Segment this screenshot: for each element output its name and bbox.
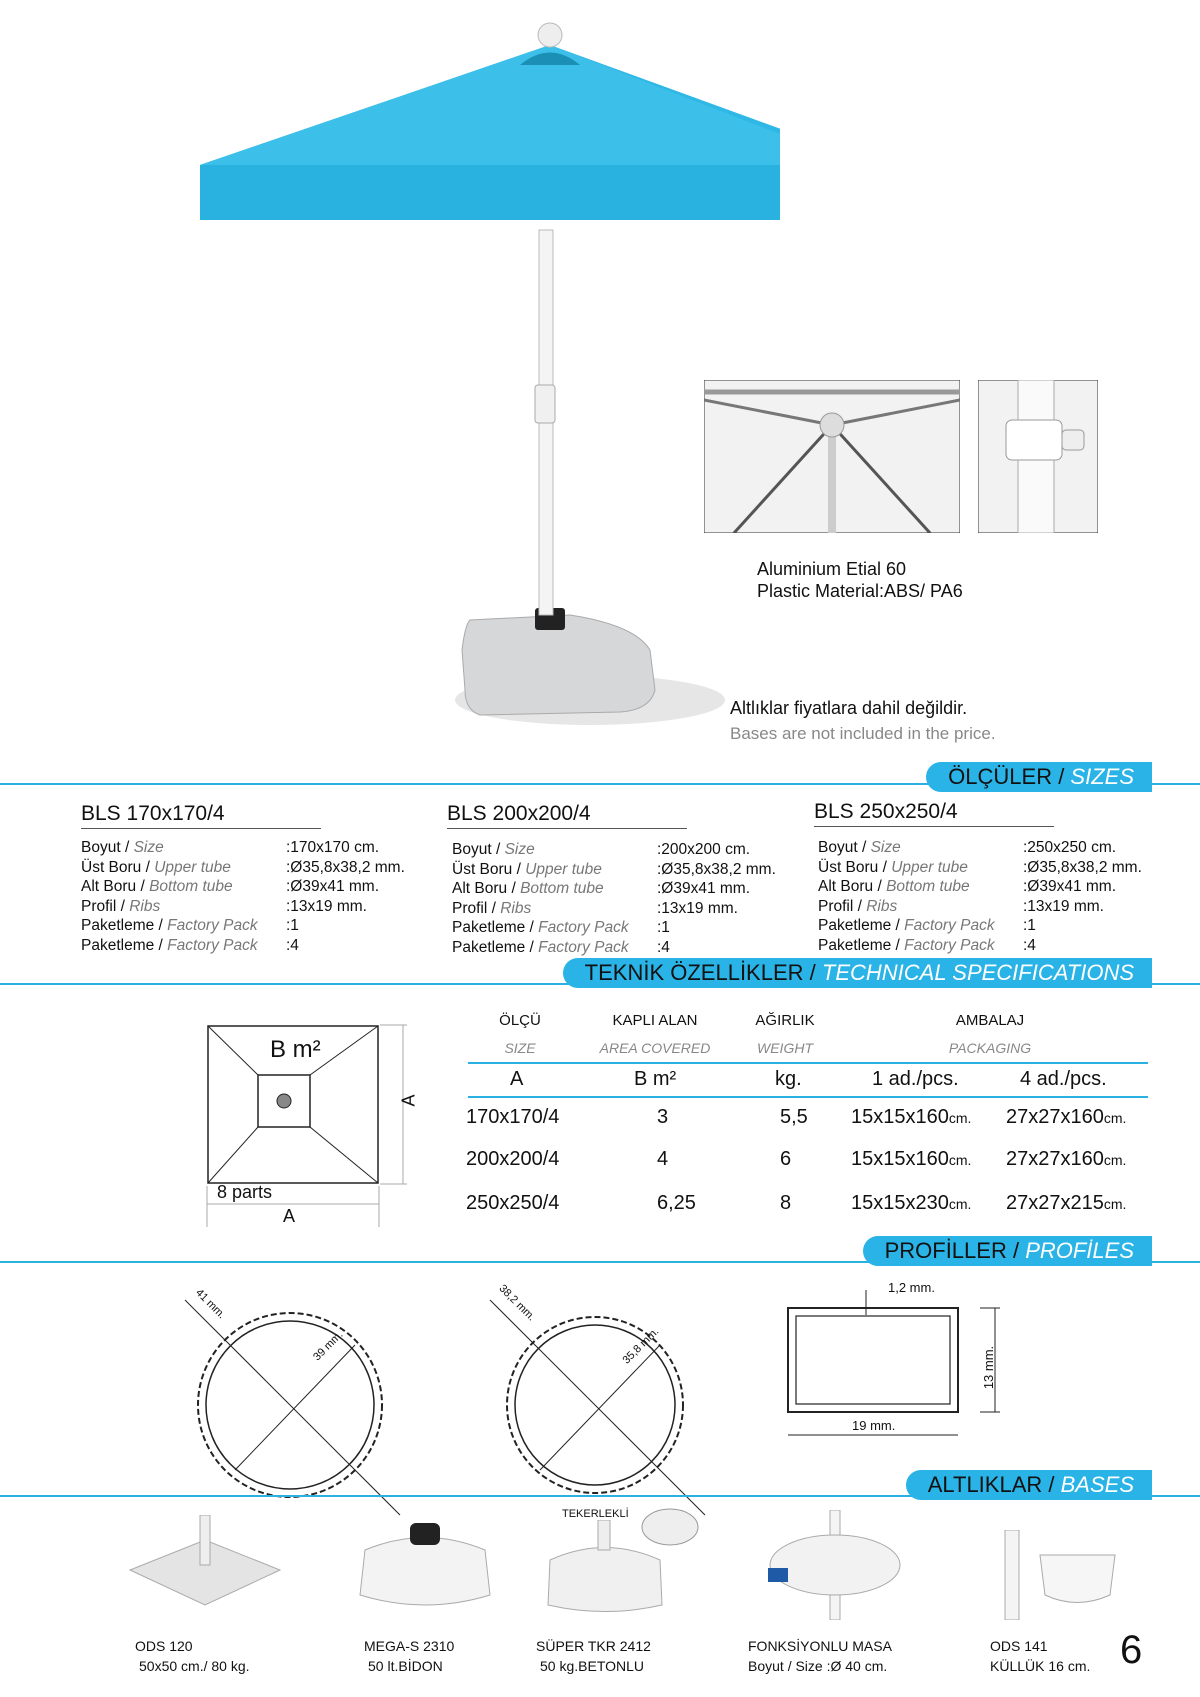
table-cell: 5,5 [780, 1106, 808, 1128]
table-subheader-size: SIZE [504, 1040, 536, 1056]
bottom-tube-profile [480, 1282, 720, 1525]
table-cell: 200x200/4 [466, 1148, 560, 1170]
section-bases-header: ALTLIKLAR / BASES [906, 1470, 1152, 1500]
model-title-250: BLS 250x250/4 [814, 800, 1054, 827]
table-cell: 15x15x230cm. [851, 1192, 972, 1214]
table-header-packaging: AMBALAJ [955, 1012, 1025, 1029]
profile1-outer-label: 41 mm. [193, 1286, 228, 1322]
materials-line-1: Aluminium Etial 60 [757, 559, 907, 579]
bases-note-en: Bases are not included in the price. [730, 724, 996, 743]
rib-thickness-label: 1,2 mm. [888, 1280, 935, 1295]
base-image-ashtray [985, 1530, 1125, 1620]
table-header-area: KAPLI ALAN [612, 1012, 698, 1029]
base-super-caption: SÜPER TKR 2412 50 kg.BETONLU [536, 1638, 651, 1674]
base-ashtray-caption: ODS 141 KÜLLÜK 16 cm. [990, 1638, 1091, 1674]
clamp-detail-image [978, 380, 1098, 533]
rib-width-label: 19 mm. [852, 1418, 896, 1433]
profile1-inner-label: 39 mm. [311, 1328, 346, 1364]
base-table-caption: FONKSİYONLU MASA Boyut / Size :Ø 40 cm. [748, 1638, 892, 1674]
diagram-side-label-h: A [283, 1206, 296, 1226]
profile2-inner-label: 35,8 mm. [620, 1325, 662, 1367]
table-unit-weight: kg. [775, 1068, 802, 1090]
base-image-mega [350, 1515, 500, 1615]
umbrella-illustration [180, 10, 780, 780]
table-cell: 27x27x160cm. [1006, 1148, 1127, 1170]
table-cell: 27x27x215cm. [1006, 1192, 1127, 1214]
spec-list-250: Boyut / Size :250x250 cm. Üst Boru / Upper tube :Ø35,8x38,2 mm. Alt Boru / Bottom tube :Ø39x41 mm. Profil / Ribs :13x19 mm. Paketleme / Factory Pack :1 Paketleme / Factory Pack :4 [818, 839, 1142, 954]
page-number: 6 [1120, 1628, 1143, 1672]
base-image-wheeled [640, 1505, 700, 1550]
table-subheader-packaging: PACKAGING [948, 1040, 1032, 1056]
base-ods120-caption: ODS 120 50x50 cm./ 80 kg. [135, 1638, 250, 1674]
materials-line-2: Plastic Material:ABS/ PA6 [757, 581, 963, 601]
table-cell: 250x250/4 [466, 1192, 560, 1214]
frame-detail-image [704, 380, 960, 533]
diagram-side-label-v: A [398, 1094, 419, 1107]
section-profiles-header: PROFİLLER / PROFİLES [863, 1236, 1152, 1266]
base-mega-caption: MEGA-S 2310 50 lt.BİDON [364, 1638, 455, 1674]
wheeled-label: TEKERLEKLİ [562, 1508, 629, 1520]
diagram-parts-label: 8 parts [217, 1182, 273, 1202]
table-cell: 6 [780, 1148, 792, 1170]
bases-note-tr: Altlıklar fiyatlara dahil değildir. [730, 698, 968, 718]
diagram-area-label: B m² [270, 1036, 321, 1063]
spec-list-170: Boyut / Size :170x170 cm. Üst Boru / Upper tube :Ø35,8x38,2 mm. Alt Boru / Bottom tube :Ø39x41 mm. Profil / Ribs :13x19 mm. Paketleme / Factory Pack :1 Paketleme / Factory Pack :4 [81, 839, 405, 954]
table-cell: 15x15x160cm. [851, 1148, 972, 1170]
section-tech-header: TEKNİK ÖZELLİKLER / TECHNICAL SPECIFICATIONS [563, 958, 1152, 988]
section-sizes-header: ÖLÇÜLER / SIZES [926, 762, 1152, 792]
table-cell: 4 [657, 1148, 669, 1170]
rib-height-label: 13 mm. [981, 1345, 997, 1390]
table-unit-pack4: 4 ad./pcs. [1020, 1068, 1107, 1090]
table-cell: 3 [657, 1106, 669, 1128]
table-cell: 6,25 [657, 1192, 696, 1214]
table-subheader-area: AREA COVERED [599, 1040, 711, 1056]
base-image-ods120 [120, 1515, 290, 1615]
table-cell: 8 [780, 1192, 792, 1214]
table-unit-pack1: 1 ad./pcs. [872, 1068, 959, 1090]
spec-list-200: Boyut / Size :200x200 cm. Üst Boru / Upper tube :Ø35,8x38,2 mm. Alt Boru / Bottom tube :Ø39x41 mm. Profil / Ribs :13x19 mm. Paketleme / Factory Pack :1 Paketleme / Factory Pack :4 [452, 841, 776, 956]
base-image-table [760, 1510, 910, 1620]
model-title-170: BLS 170x170/4 [81, 802, 321, 829]
profile2-outer-label: 38,2 mm. [496, 1282, 538, 1324]
table-unit-area: B m² [634, 1068, 677, 1090]
table-unit-size: A [510, 1068, 524, 1090]
table-cell: 170x170/4 [466, 1106, 560, 1128]
table-header-size: ÖLÇÜ [499, 1012, 541, 1029]
upper-tube-profile [175, 1285, 415, 1525]
table-cell: 27x27x160cm. [1006, 1106, 1127, 1128]
table-header-weight: AĞIRLIK [755, 1012, 815, 1029]
model-title-200: BLS 200x200/4 [447, 802, 687, 829]
table-subheader-weight: WEIGHT [757, 1040, 813, 1056]
table-cell: 15x15x160cm. [851, 1106, 972, 1128]
